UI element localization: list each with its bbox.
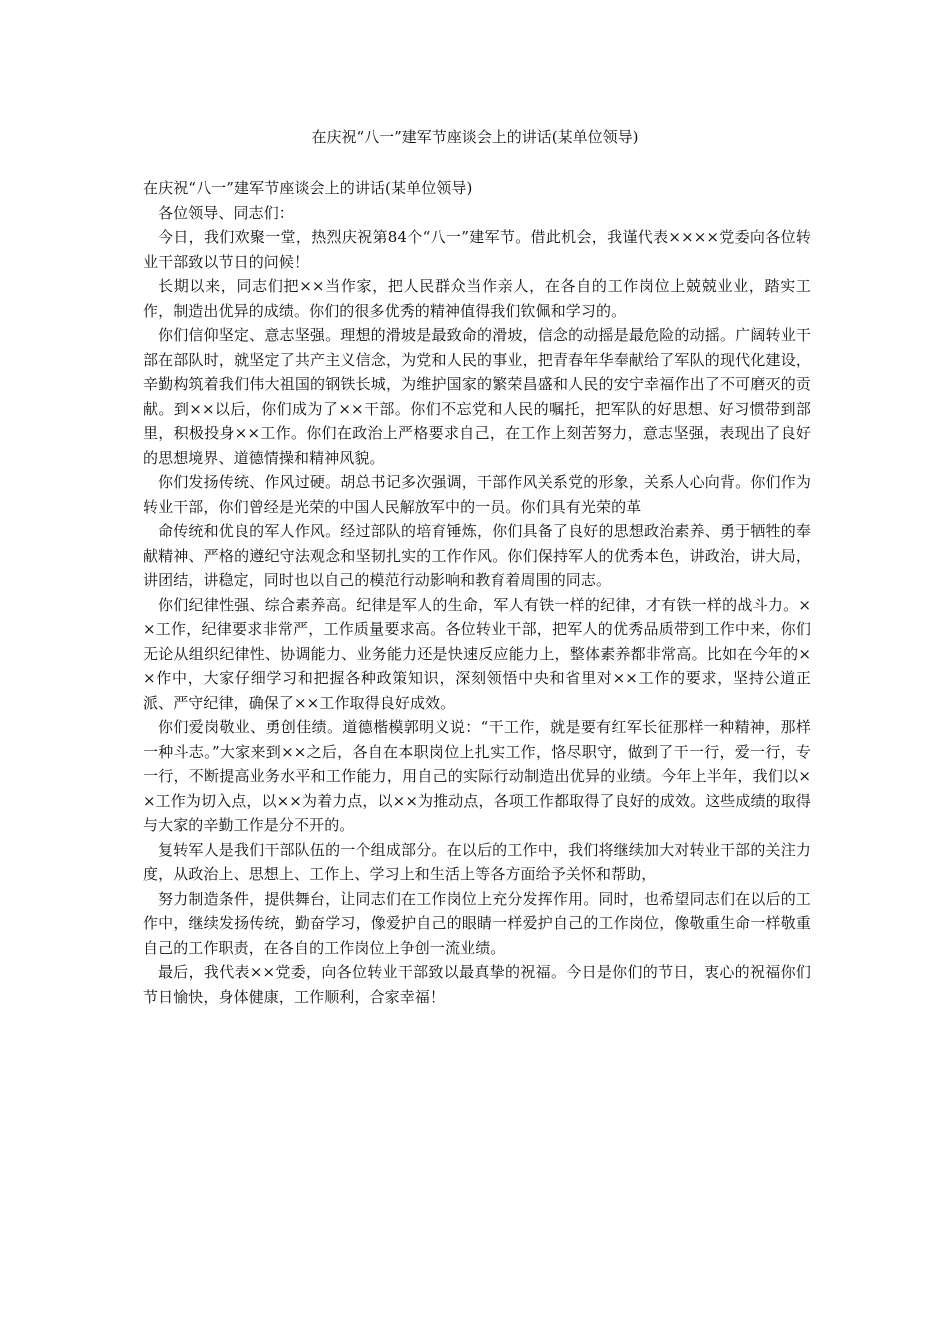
paragraph: 你们信仰坚定、意志坚强。理想的滑坡是最致命的滑坡，信念的动摇是最危险的动摇。广阔转业干部在部队时，就坚定了共产主义信念，为党和人民的事业，把青春年华奉献给了军队的现代化建设，辛勤构筑着我们伟大祖国的钢铁长城，为维护国家的繁荣昌盛和人民的安宁幸福作出了不可磨灭的贡献。到××以后，你们成为了××干部。你们不忘党和人民的嘱托，把军队的好思想、好习惯带到部里，积极投身××工作。你们在政治上严格要求自己，在工作上刻苦努力，意志坚强，表现出了良好的思想境界、道德情操和精神风貌。 (143, 326, 811, 467)
document-body (143, 176, 811, 1009)
salutation: 各位领导、同志们： (158, 203, 294, 222)
paragraph: 努力制造条件，提供舞台，让同志们在工作岗位上充分发挥作用。同时，也希望同志们在以后的工作中，继续发扬传统，勤奋学习，像爱护自己的眼睛一样爱护自己的工作岗位，像敬重生命一样敬重自己的工作职责，在各自的工作岗位上争创一流业绩。 (143, 889, 811, 957)
paragraph: 长期以来，同志们把××当作家，把人民群众当作亲人，在各自的工作岗位上兢兢业业，踏实工作，制造出优异的成绩。你们的很多优秀的精神值得我们钦佩和学习的。 (143, 277, 811, 320)
paragraph: 命传统和优良的军人作风。经过部队的培育锤炼，你们具备了良好的思想政治素养、勇于牺牲的奉献精神、严格的遵纪守法观念和坚韧扎实的工作作风。你们保持军人的优秀本色，讲政治，讲大局，讲团结，讲稳定，同时也以自己的模范行动影响和教育着周围的同志。 (143, 522, 811, 589)
paragraph: 你们纪律性强、综合素养高。纪律是军人的生命，军人有铁一样的纪律，才有铁一样的战斗力。××工作，纪律要求非常严，工作质量要求高。各位转业干部，把军人的优秀品质带到工作中来，你们无论从组织纪律性、协调能力、业务能力还是快速反应能力上，整体素养都非常高。比如在今年的××作中，大家仔细学习和把握各种政策知识，深刻领悟中央和省里对××工作的要求，坚持公道正派、严守纪律，确保了××工作取得良好成效。 (143, 595, 811, 712)
paragraph: 你们发扬传统、作风过硬。胡总书记多次强调，干部作风关系党的形象，关系人心向背。你们作为转业干部，你们曾经是光荣的中国人民解放军中的一员。你们具有光荣的革 (143, 473, 811, 516)
closing-paragraph: 最后，我代表××党委，向各位转业干部致以最真挚的祝福。今日是你们的节日，衷心的祝福你们节日愉快，身体健康，工作顺利，合家幸福！ (143, 963, 811, 1006)
page-title: 在庆祝“八一”建军节座谈会上的讲话(某单位领导) (311, 128, 639, 146)
paragraph: 今日，我们欢聚一堂，热烈庆祝第84个“八一”建军节。借此机会，我谨代表××××党委向各位转业干部致以节日的问候！ (143, 228, 811, 271)
paragraph: 你们爱岗敬业、勇创佳绩。道德楷模郭明义说：“干工作，就是要有红军长征那样一种精神，那样一种斗志。”大家来到××之后，各自在本职岗位上扎实工作，恪尽职守，做到了干一行，爱一行，专一行，不断提高业务水平和工作能力，用自己的实际行动制造出优异的业绩。今年上半年，我们以××工作为切入点，以××为着力点，以××为推动点，各项工作都取得了良好的成效。这些成绩的取得与大家的辛勤工作是分不开的。 (143, 718, 811, 834)
document-subtitle: 在庆祝“八一”建军节座谈会上的讲话(某单位领导) (143, 179, 473, 197)
paragraph: 复转军人是我们干部队伍的一个组成部分。在以后的工作中，我们将继续加大对转业干部的关注力度，从政治上、思想上、工作上、学习上和生活上等各方面给予关怀和帮助， (143, 840, 811, 883)
